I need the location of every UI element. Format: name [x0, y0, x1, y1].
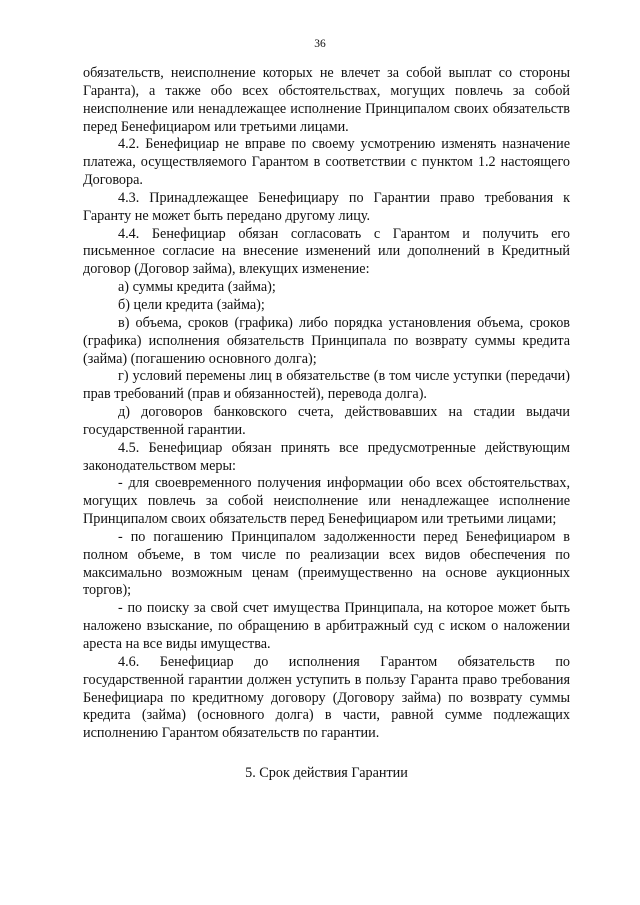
paragraph-4-3: 4.3. Принадлежащее Бенефициару по Гарантии право требования к Гаранту не может быть передано другому лицу.: [83, 189, 570, 224]
measure-item-2: - по погашению Принципалом задолженности перед Бенефициаром в полном объеме, в том числе по реализации всех видов обеспечения по максимально возможным ценам (преимущественно на основе аукционных торгов);: [83, 528, 570, 599]
paragraph-continuation: обязательств, неисполнение которых не влечет за собой выплат со стороны Гаранта), а также обо всех обстоятельствах, могущих повлечь за собой неисполнение или ненадлежащее исполнение Принципалом своих обязательств перед Бенефициаром или третьими лицами.: [83, 65, 570, 135]
measure-item-1: - для своевременного получения информации обо всех обстоятельствах, могущих повлечь за собой неисполнение или ненадлежащее исполнение Принципалом своих обязательств перед Бенефициаром или третьими лицами;: [83, 475, 570, 528]
paragraph-4-6: 4.6. Бенефициар до исполнения Гарантом обязательств по государственной гарантии должен уступить в пользу Гаранта право требования Бенефициара по кредитному договору (Договору займа) по возврату суммы кредита (займа) (основного долга) в части, равной сумме подлежащих исполнению Гарантом обязательств по гарантии.: [83, 653, 570, 742]
list-item-d: д) договоров банковского счета, действовавших на стадии выдачи государственной гарантии.: [83, 404, 570, 438]
document-body: [83, 65, 570, 783]
list-item-b: б) цели кредита (займа);: [118, 296, 265, 313]
paragraph-4-2: 4.2. Бенефициар не вправе по своему усмотрению изменять назначение платежа, осуществляемого Гарантом в соответствии с пунктом 1.2 настоящего Договора.: [83, 136, 570, 189]
list-item-a: а) суммы кредита (займа);: [118, 279, 276, 296]
measure-item-3: - по поиску за свой счет имущества Принципала, на которое может быть наложено взыскание, по обращению в арбитражный суд с иском о наложении ареста на все виды имущества.: [83, 600, 570, 652]
list-item-v: в) объема, сроков (графика) либо порядка установления объема, сроков (графика) исполнения обязательств Принципала по возврату суммы кредита (займа) (погашению основного долга);: [83, 314, 570, 367]
section-title: 5. Срок действия Гарантии: [245, 765, 408, 782]
paragraph-4-5: 4.5. Бенефициар обязан принять все предусмотренные действующим законодательством меры:: [83, 439, 570, 474]
paragraph-4-4: 4.4. Бенефициар обязан согласовать с Гарантом и получить его письменное согласие на внесение изменений или дополнений в Кредитный договор (Договор займа), влекущих изменение:: [83, 225, 570, 278]
page-number: 36: [314, 38, 326, 50]
list-item-g: г) условий перемены лиц в обязательстве (в том числе уступки (передачи) прав требований (прав и обязанностей), перевода долга).: [83, 368, 570, 403]
